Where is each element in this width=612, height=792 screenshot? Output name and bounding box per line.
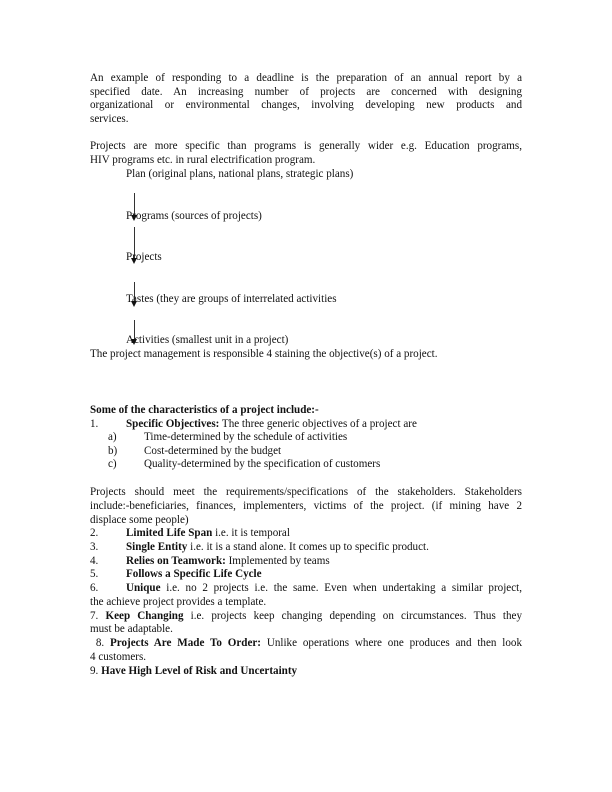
- item-text: Unlike operations where one produces and then look: [261, 637, 522, 649]
- characteristic-item-2: [90, 527, 290, 541]
- sub-letter: a): [108, 431, 117, 443]
- text-line: services.: [90, 112, 129, 125]
- characteristic-item-7: [90, 610, 522, 624]
- sub-text: Quality-determined by the specification of customers: [144, 458, 381, 470]
- item-text: The three generic objectives of a project are: [219, 417, 417, 430]
- item-number: 7.: [90, 609, 106, 622]
- sub-item-c: [108, 458, 380, 472]
- item-number: 8.: [90, 637, 110, 649]
- hierarchy-programs: Programs (sources of projects): [126, 210, 262, 222]
- item-number: 1.: [90, 417, 99, 430]
- item-title: Unique: [126, 582, 161, 594]
- item-title: Relies on Teamwork:: [126, 554, 226, 567]
- sub-letter: c): [108, 458, 117, 470]
- text-line: HIV programs etc. in rural electrification program.: [90, 154, 316, 166]
- item-text: Implemented by teams: [225, 554, 330, 567]
- item-text: i.e. projects keep changing depending on circumstances. Thus they: [183, 609, 522, 622]
- text-line: specified date. An increasing number of projects are concerned with designing: [90, 85, 522, 98]
- item-number: 9.: [90, 664, 102, 677]
- hierarchy-plan: Plan (original plans, national plans, strategic plans): [126, 168, 354, 180]
- item-8-continuation: 4 customers.: [90, 651, 147, 663]
- sub-letter: b): [108, 444, 118, 457]
- text-line: An example of responding to a deadline is the preparation of an annual report by a: [90, 72, 522, 84]
- item-title: Follows a Specific Life Cycle: [126, 568, 262, 580]
- pm-statement: The project management is responsible 4 staining the objective(s) of a project.: [90, 348, 438, 360]
- characteristic-item-6: [90, 582, 522, 596]
- item-number: 6.: [90, 582, 99, 594]
- characteristic-item-8: [90, 637, 522, 651]
- sub-text: Time-determined by the schedule of activities: [144, 431, 348, 443]
- sub-item-b: [108, 445, 281, 459]
- text-line: organizational or environmental changes, involving developing new products and: [90, 99, 522, 111]
- characteristic-item-5: [90, 568, 262, 582]
- item-title: Keep Changing: [105, 609, 184, 622]
- item-title: Single Entity: [126, 541, 188, 553]
- item-title: Limited Life Span: [126, 527, 213, 539]
- hierarchy-activities: Activities (smallest unit in a project): [126, 334, 289, 346]
- item-number: 5.: [90, 568, 99, 580]
- item-title: Projects Are Made To Order:: [109, 637, 262, 649]
- item-6-continuation: the achieve project provides a template.: [90, 595, 267, 608]
- item-number: 2.: [90, 527, 99, 539]
- item-title: Specific Objectives:: [126, 417, 220, 430]
- characteristic-item-1: [90, 418, 417, 432]
- characteristic-item-3: [90, 541, 429, 555]
- characteristic-item-9: [90, 665, 297, 679]
- item-title: Have High Level of Risk and Uncertainty: [101, 664, 298, 677]
- item-text: i.e. no 2 projects i.e. the same. Even when undertaking a similar project,: [160, 582, 522, 594]
- item-number: 4.: [90, 554, 99, 567]
- text-line: displace some people): [90, 513, 189, 526]
- text-line: include:-beneficiaries, finances, implementers, victims of the project. (if mining have 2: [90, 500, 522, 512]
- hierarchy-projects: Projects: [126, 251, 162, 263]
- item-7-continuation: must be adaptable.: [90, 623, 173, 635]
- item-text: i.e. it is temporal: [212, 527, 290, 539]
- sub-text: Cost-determined by the budget: [144, 444, 282, 457]
- hierarchy-tasks: Tastes (they are groups of interrelated activities: [126, 293, 337, 305]
- characteristic-item-4: [90, 555, 330, 569]
- text-line: Projects are more specific than programs is generally wider e.g. Education programs,: [90, 140, 522, 152]
- item-text: i.e. it is a stand alone. It comes up to specific product.: [187, 541, 429, 553]
- characteristics-heading: Some of the characteristics of a project include:-: [90, 404, 319, 416]
- item-number: 3.: [90, 541, 99, 553]
- text-line: Projects should meet the requirements/specifications of the stakeholders. Stakeholders: [90, 486, 522, 498]
- sub-item-a: [108, 431, 347, 445]
